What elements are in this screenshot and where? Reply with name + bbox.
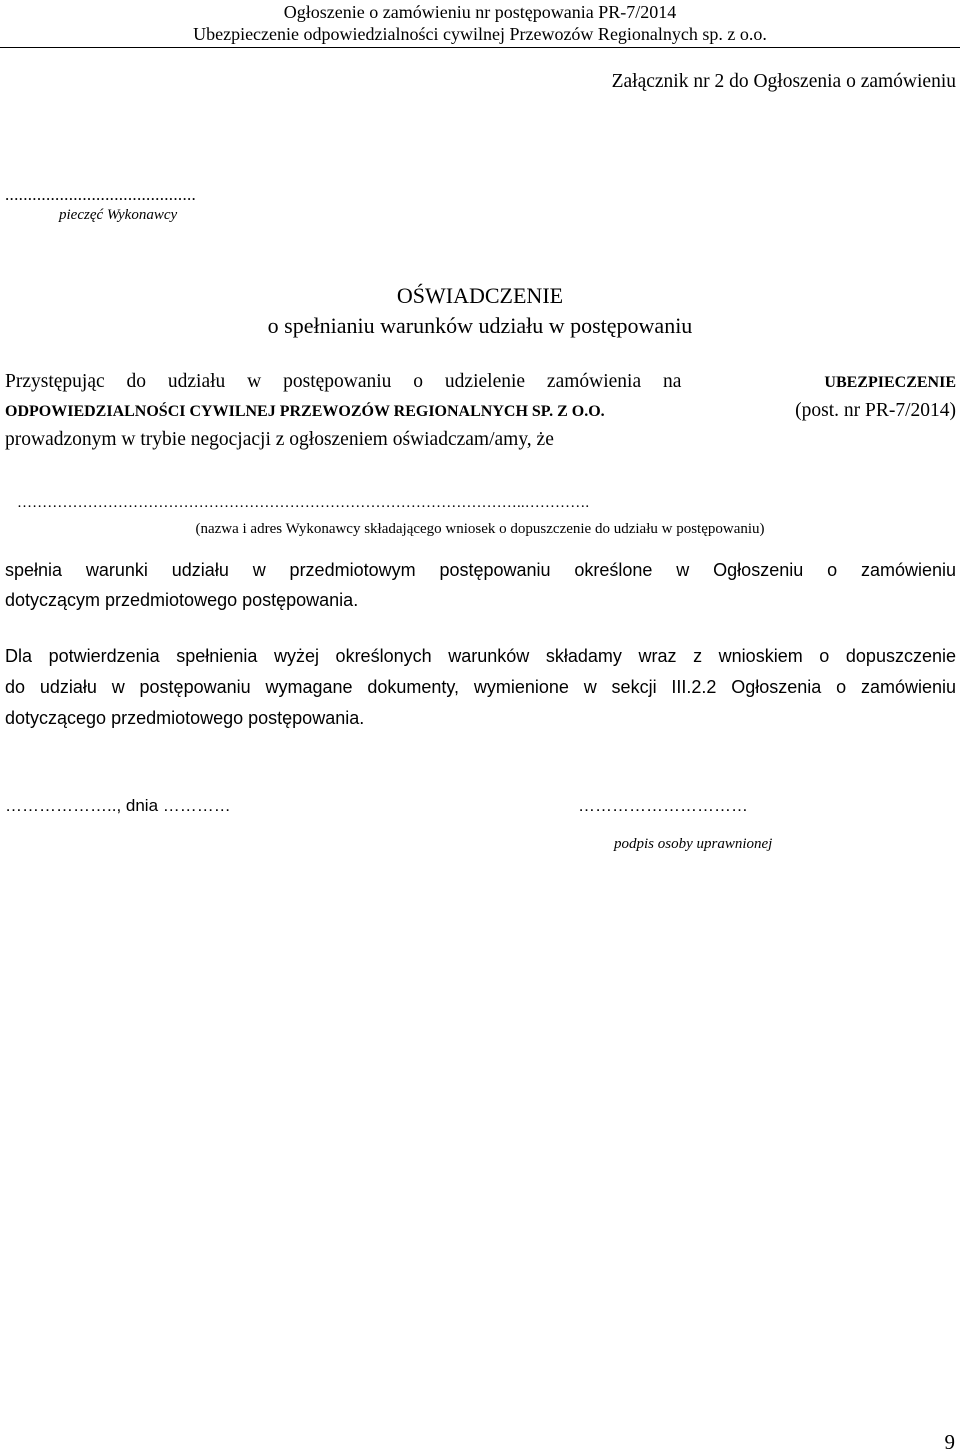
intro-line-1 <box>5 368 956 397</box>
intro-line-2 <box>5 397 956 426</box>
header-line-2: Ubezpieczenie odpowiedzialności cywilnej Przewozów Regionalnych sp. z o.o. <box>193 24 767 44</box>
paragraph-1 <box>5 555 956 615</box>
header-line-1: Ogłoszenie o zamówieniu nr postępowania PR-7/2014 <box>283 2 677 22</box>
document-title: OŚWIADCZENIE <box>396 283 564 308</box>
intro-paragraph <box>5 368 956 454</box>
signature-caption: podpis osoby uprawnionej <box>614 836 773 852</box>
intro-line-1-text: Przystępując do udziału w postępowaniu o udzielenie zamówienia na <box>5 371 682 392</box>
paragraph-1-line-2: dotyczącym przedmiotowego postępowania. <box>5 590 359 610</box>
stamp-caption: pieczęć Wykonawcy <box>59 207 178 223</box>
header-divider <box>0 47 960 48</box>
paragraph-2-line-2: do udziału w postępowaniu wymagane dokumenty, wymienione w sekcji III.2.2 Ogłoszenia o zamówieniu <box>5 677 956 697</box>
signature-dots: ………………………… <box>578 796 748 815</box>
company-name-part2: ODPOWIEDZIALNOŚCI CYWILNEJ PRZEWOZÓW REGIONALNYCH SP. Z O.O. <box>5 403 605 420</box>
paragraph-1-line-1: spełnia warunki udziału w przedmiotowym postępowaniu określone w Ogłoszeniu o zamówieniu <box>5 560 956 580</box>
paragraph-2 <box>5 641 956 734</box>
attachment-label: Załącznik nr 2 do Ogłoszenia o zamówieniu <box>611 71 956 92</box>
place-date-field: ……………….., dnia ………… <box>5 796 231 815</box>
document-subtitle: o spełnianiu warunków udziału w postępowaniu <box>267 313 693 338</box>
stamp-dots: .......................................... <box>5 185 197 204</box>
contractor-caption: (nazwa i adres Wykonawcy składającego wniosek o dopuszczenie do udziału w postępowaniu) <box>195 521 765 537</box>
contractor-dots: ………………………………………………………………………………………..…………. <box>17 495 590 511</box>
intro-line-3: prowadzonym w trybie negocjacji z ogłoszeniem oświadczam/amy, że <box>5 429 554 450</box>
post-reference: (post. nr PR-7/2014) <box>795 400 956 421</box>
page-number: 9 <box>944 1430 955 1454</box>
company-name-part1: UBEZPIECZENIE <box>824 374 956 391</box>
paragraph-2-line-1: Dla potwierdzenia spełnienia wyżej określonych warunków składamy wraz z wnioskiem o dopuszczenie <box>5 646 956 666</box>
paragraph-2-line-3: dotyczącego przedmiotowego postępowania. <box>5 708 365 728</box>
